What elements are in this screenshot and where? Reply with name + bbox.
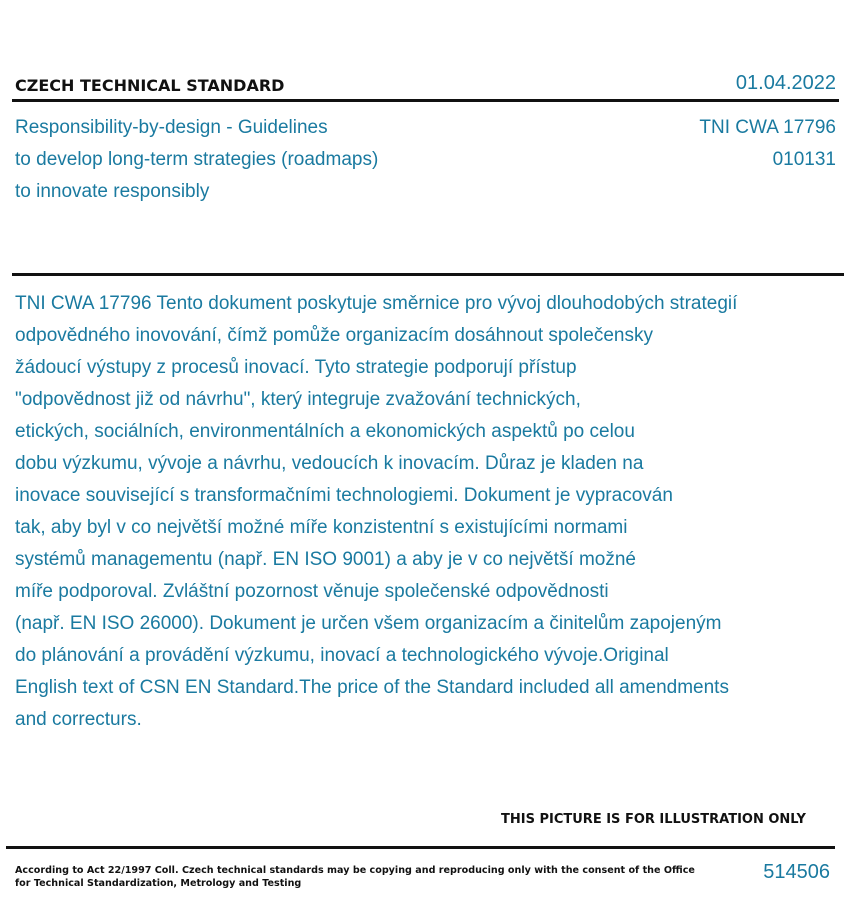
title-divider <box>12 273 844 276</box>
legal-notice <box>15 864 695 890</box>
title-line-2: to develop long-term strategies (roadmaps) <box>15 149 379 170</box>
title-line-1: Responsibility-by-design - Guidelines <box>15 117 328 138</box>
abstract-text <box>15 288 845 736</box>
abstract-line: tak, aby byl v co největší možné míře konzistentní s existujícími normami <box>15 517 628 538</box>
legal-notice-line: According to Act 22/1997 Coll. Czech technical standards may be copying and reproducing only with the consent of the Office <box>15 865 695 876</box>
abstract-line: míře podporoval. Zvláštní pozornost věnuje společenské odpovědnosti <box>15 581 609 602</box>
legal-notice-line: for Technical Standardization, Metrology and Testing <box>15 878 302 889</box>
abstract-line: inovace související s transformačními technologiemi. Dokument je vypracován <box>15 485 673 506</box>
catalog-number: 010131 <box>772 149 836 170</box>
abstract-line: "odpovědnost již od návrhu", který integruje zvažování technických, <box>15 389 581 410</box>
title-line-3: to innovate responsibly <box>15 181 210 202</box>
illustration-notice: THIS PICTURE IS FOR ILLUSTRATION ONLY <box>501 812 806 827</box>
abstract-line: žádoucí výstupy z procesů inovací. Tyto strategie podporují přístup <box>15 357 577 378</box>
abstract-line: dobu výzkumu, vývoje a návrhu, vedoucích k inovacím. Důraz je kladen na <box>15 453 644 474</box>
header-divider <box>12 99 839 102</box>
standard-code: TNI CWA 17796 <box>699 117 836 138</box>
abstract-line: English text of CSN EN Standard.The price of the Standard included all amendments <box>15 677 729 698</box>
document-type-label: CZECH TECHNICAL STANDARD <box>15 76 285 95</box>
abstract-line: TNI CWA 17796 Tento dokument poskytuje směrnice pro vývoj dlouhodobých strategií <box>15 293 738 314</box>
abstract-line: etických, sociálních, environmentálních a ekonomických aspektů po celou <box>15 421 635 442</box>
document-id: 514506 <box>763 861 830 883</box>
abstract-line: (např. EN ISO 26000). Dokument je určen všem organizacím a činitelům zapojeným <box>15 613 722 634</box>
abstract-line: systémů managementu (např. EN ISO 9001) a aby je v co největší možné <box>15 549 636 570</box>
publication-date: 01.04.2022 <box>735 72 836 94</box>
abstract-line: do plánování a provádění výzkumu, inovací a technologického vývoje.Original <box>15 645 669 666</box>
abstract-line: and correcturs. <box>15 709 142 730</box>
abstract-line: odpovědného inovování, čímž pomůže organizacím dosáhnout společensky <box>15 325 653 346</box>
footer-divider <box>6 846 835 849</box>
